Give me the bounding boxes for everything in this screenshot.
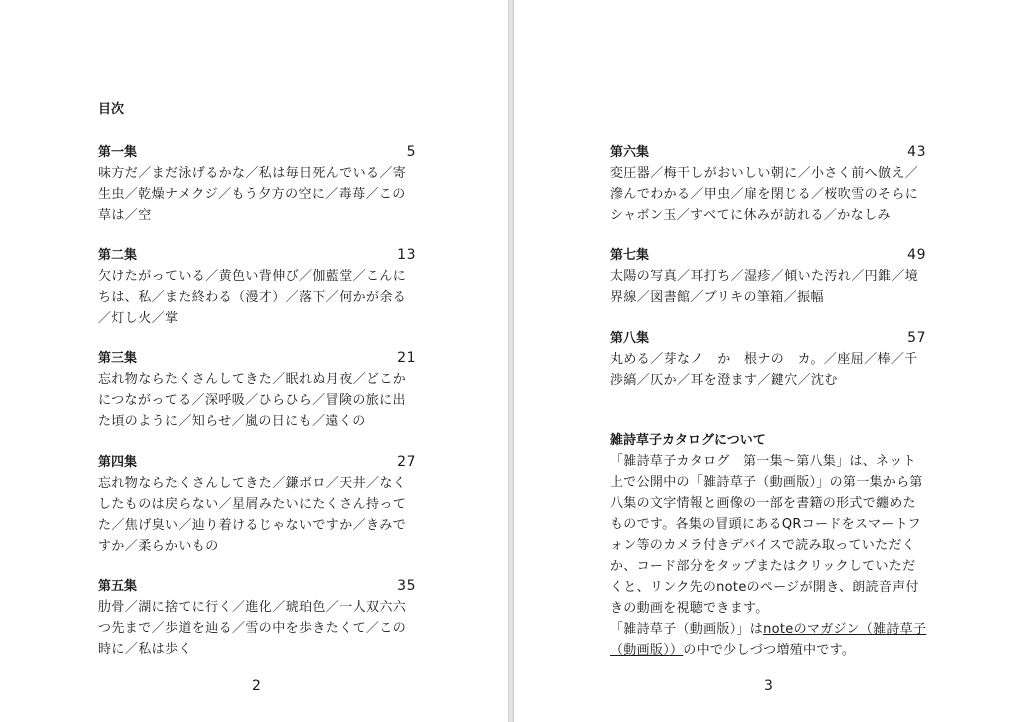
about-section (610, 430, 928, 661)
toc-section-7 (610, 245, 926, 308)
toc-section-4 (98, 452, 416, 557)
section-titles: 丸める／芽なノ か 根ナの カ。／座屈／棒／千渉縞／仄か／耳を澄ます／鍵穴／沈む (610, 352, 918, 388)
right-page (514, 0, 1024, 722)
section-titles: 太陽の写真／耳打ち／湿疹／傾いた汚れ／円錐／境界線／図書館／ブリキの筆箱／振幅 (610, 269, 919, 305)
section-page-number: 21 (397, 350, 416, 366)
section-titles: 忘れ物ならたくさんしてきた／鎌ボロ／天井／なくしたものは戻らない／星屑みたいにたくさん持ってた／焦げ臭い／辿り着けるじゃないですか／きみですか／柔らかいもの (98, 476, 407, 554)
page-number: 3 (764, 678, 773, 694)
toc-section-1 (98, 142, 416, 226)
section-heading: 第一集 (98, 145, 138, 160)
toc-section-5 (98, 576, 416, 660)
section-heading: 第六集 (610, 145, 650, 160)
toc-title: 目次 (98, 102, 125, 117)
note-magazine-link[interactable]: noteのマガジン（雑詩草子（動画版）） (610, 622, 927, 658)
section-page-number: 13 (397, 247, 416, 263)
section-heading: 第五集 (98, 579, 138, 594)
page-number: 2 (252, 678, 261, 694)
about-body: 「雑詩草子カタログ 第一集〜第八集」は、ネット上で公開中の「雑詩草子（動画版）」の第一集から第八集の文字情報と画像の一部を書籍の形式で纏めたものです。各集の冒頭にあるQRコードをスマートフォン等のカメラ付きデバイスで読み取っていただくか、コード部分をタップまたはクリックしていただくと、リンク先のnoteのページが開き、朗読音声付きの動画を視聴できます。 (610, 454, 923, 616)
section-titles: 変圧器／梅干しがおいしい朝に／小さく前へ倣え／滲んでわかる／甲虫／扉を閉じる／桜吹雪のそらにシャボン玉／すべてに休みが訪れる／かなしみ (610, 166, 919, 223)
section-titles: 肋骨／湖に捨てに行く／進化／琥珀色／一人双六六つ先まで／歩道を辿る／雪の中を歩きたくて／この時に／私は歩く (98, 600, 407, 657)
section-titles: 欠けたがっている／黄色い背伸び／伽藍堂／こんにちは、私／また終わる（漫才）／落下／何かが余る／灯し火／掌 (98, 269, 407, 326)
left-page (0, 0, 508, 722)
section-page-number: 35 (397, 578, 416, 594)
section-page-number: 27 (397, 454, 416, 470)
about-last-suffix: の中で少しづつ増殖中です。 (683, 643, 856, 658)
section-page-number: 57 (907, 330, 926, 346)
section-heading: 第七集 (610, 248, 650, 263)
toc-section-6 (610, 142, 926, 226)
section-heading: 第三集 (98, 351, 138, 366)
section-titles: 味方だ／まだ泳げるかな／私は毎日死んでいる／寄生虫／乾燥ナメクジ／もう夕方の空に／毒苺／この草は／空 (98, 166, 407, 223)
section-page-number: 43 (907, 144, 926, 160)
about-title: 雑詩草子カタログについて (610, 433, 766, 448)
section-heading: 第四集 (98, 455, 138, 470)
toc-section-2 (98, 245, 416, 329)
section-page-number: 49 (907, 247, 926, 263)
toc-section-3 (98, 348, 416, 432)
toc-section-8 (610, 328, 926, 391)
about-last-prefix: 「雑詩草子（動画版）」は (610, 622, 764, 637)
about-last-line (610, 619, 928, 661)
section-page-number: 5 (406, 144, 416, 160)
section-heading: 第二集 (98, 248, 138, 263)
section-heading: 第八集 (610, 331, 650, 346)
section-titles: 忘れ物ならたくさんしてきた／眠れぬ月夜／どこかにつながってる／深呼吸／ひらひら／冒険の旅に出た頃のように／知らせ／嵐の日にも／遠くの (98, 372, 407, 429)
